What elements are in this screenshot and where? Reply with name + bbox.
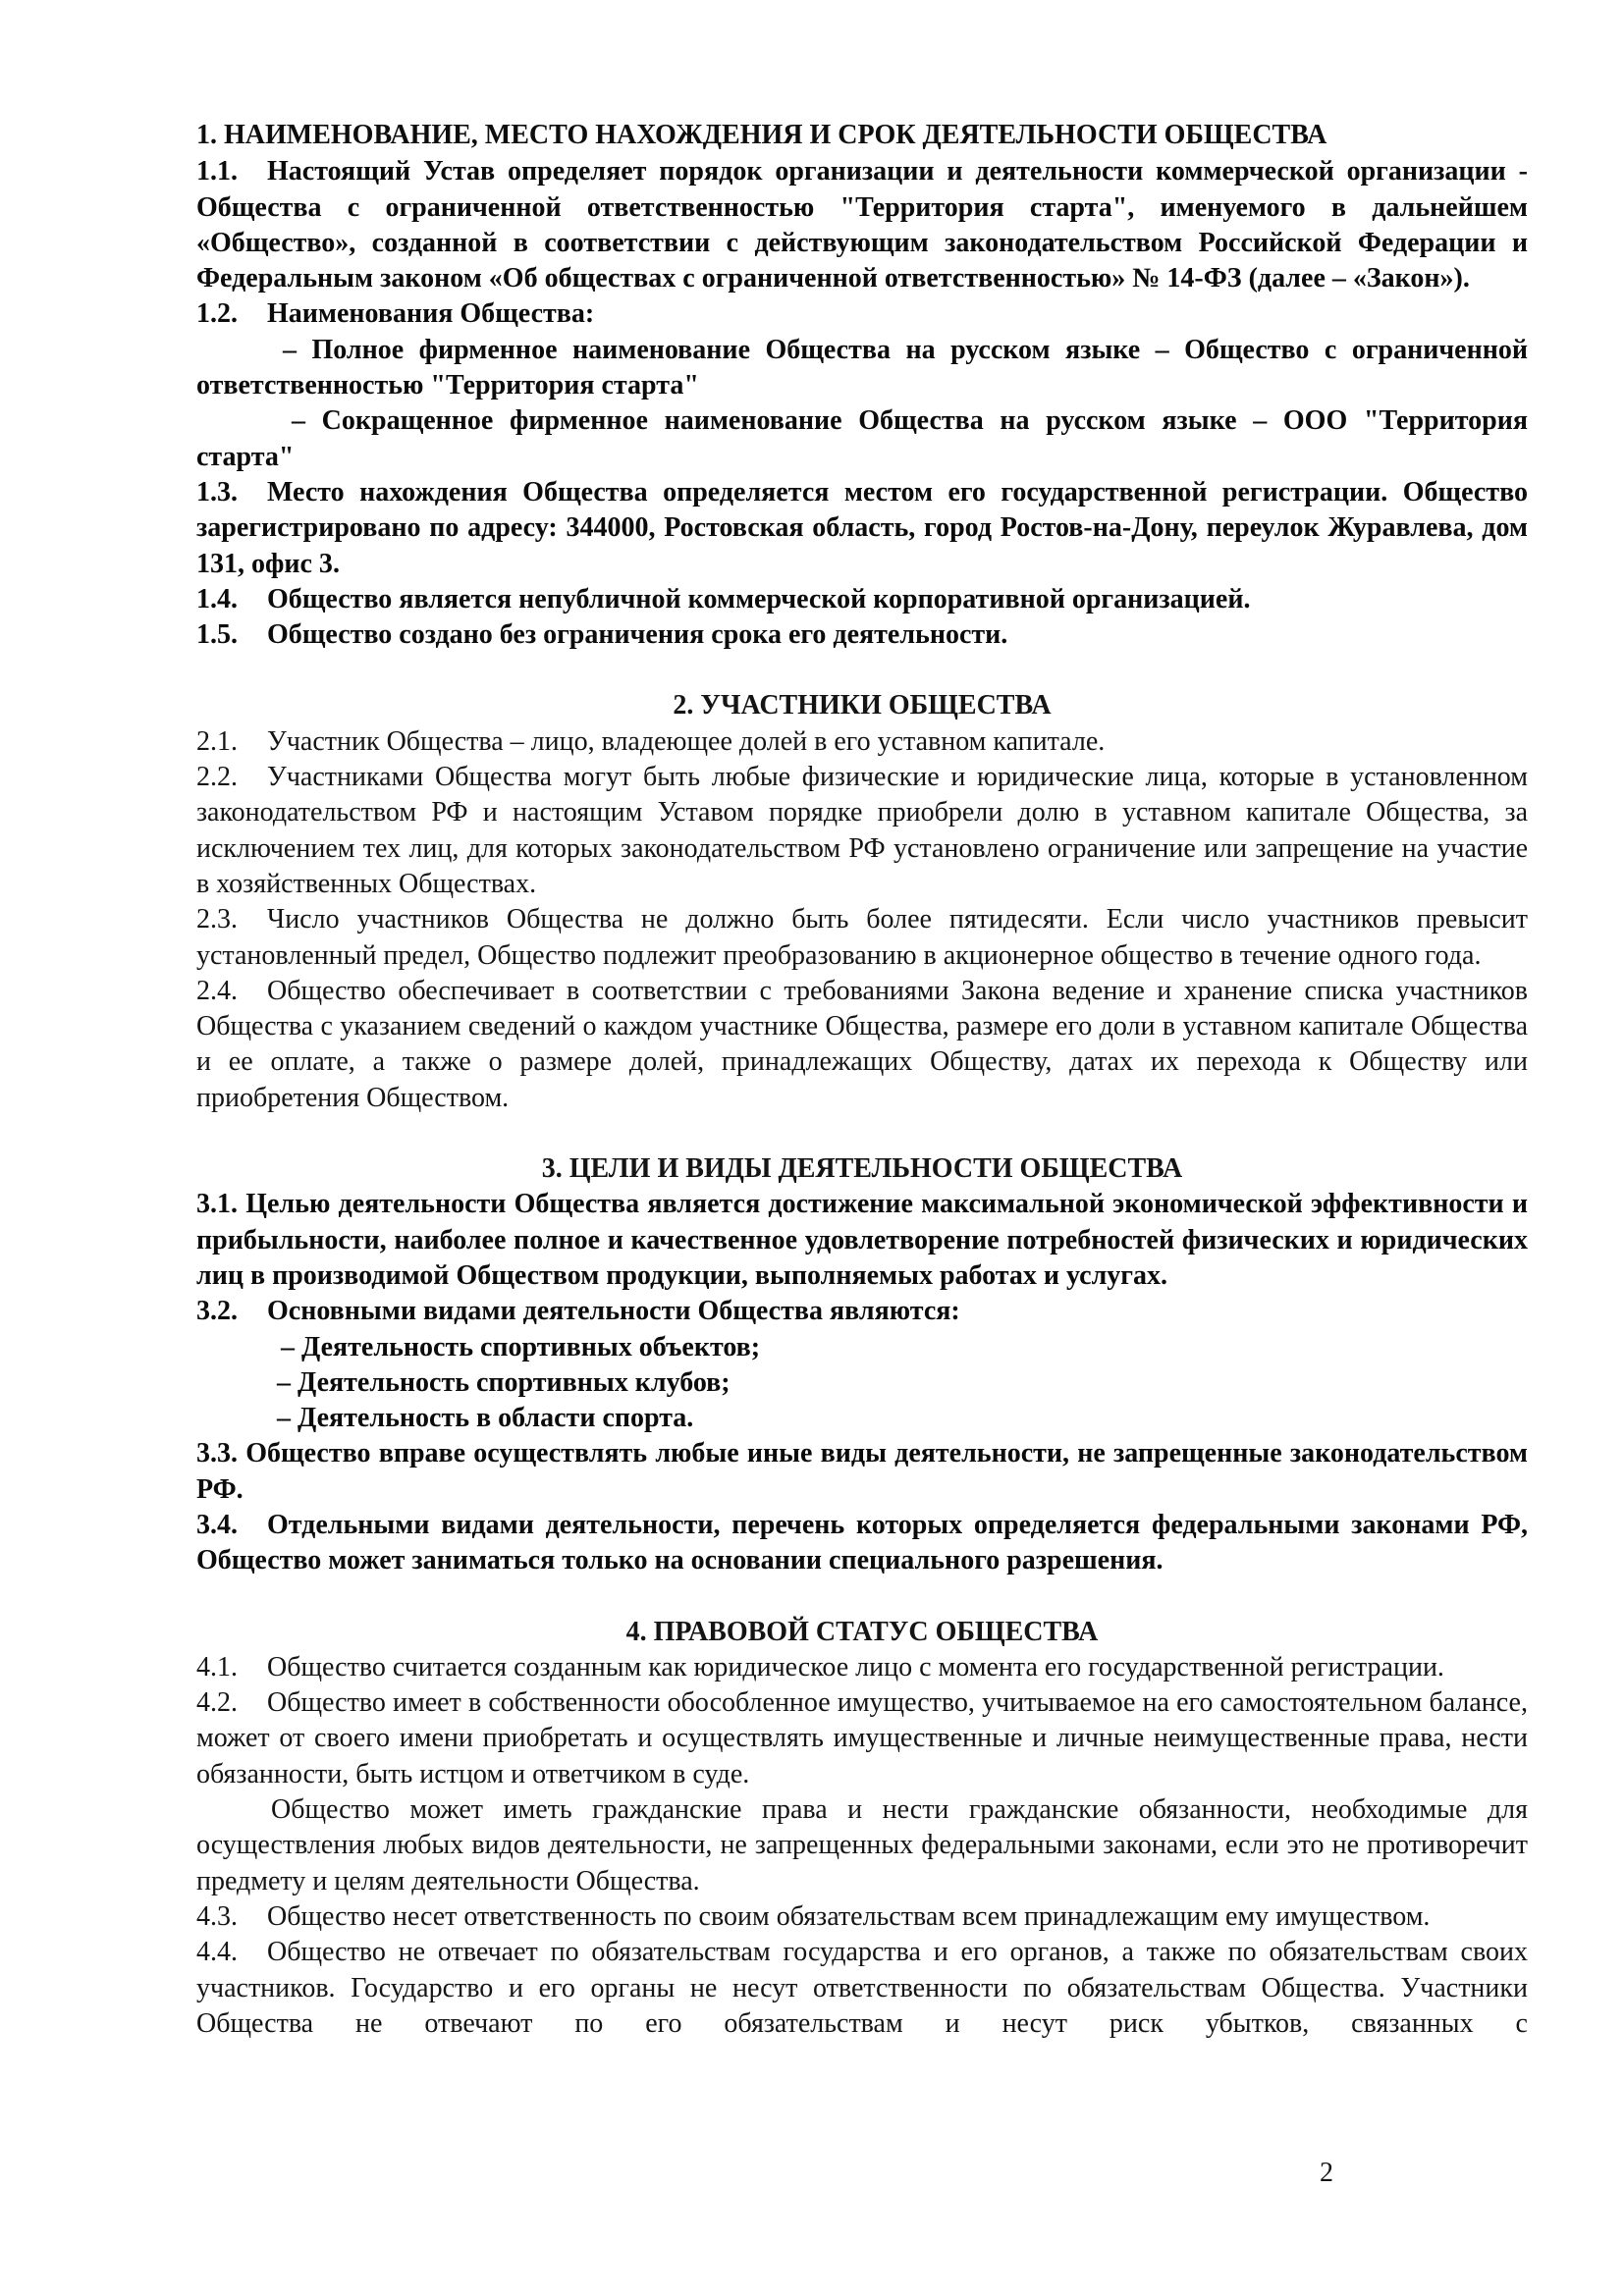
activity-item: – Деятельность в области спорта. <box>277 1403 694 1434</box>
paragraph-3-1: 3.1. Целью деятельности Общества является достижение максимальной экономической эффективности и прибыльности, наиболее полное и качественное удовлетворение потребностей физических и юридических лиц в производимой Обществом продукции, выполняемых работах и услугах. <box>196 1189 1528 1291</box>
activity-item: – Деятельность спортивных объектов; <box>281 1331 761 1362</box>
clause-text: Место нахождения Общества определяется местом его государственной регистрации. Общество зарегистрировано по адресу: <box>196 476 1528 544</box>
address: 344000, Ростовская область, город Ростов-на-Дону, переулок Журавлева, дом 131, офис 3 <box>196 512 1528 579</box>
clause-text: Настоящий Устав определяет порядок организации и деятельности коммерческой организации - Общества с ограниченной ответственностью "Территория старта", именуемого в дальнейшем «Общество», созданной в соответствии с действующим законодательством Российской Федерации и Федеральным законом «Об обществах с ограниченной ответственностью» № 14-ФЗ (далее – «Закон»). <box>196 156 1528 294</box>
clause-text: Участниками Общества могут быть любые физические и юридические лица, которые в установленном законодательством РФ и настоящим Уставом порядке приобрели долю в уставном капитале Общества, за исключением тех лиц, для которых законодательством РФ установлено ограничение или запрещение на участие в хозяйственных Обществах. <box>196 762 1528 899</box>
clause-text: Общество создано без ограничения срока его деятельности. <box>267 619 1008 651</box>
clause-text: Наименования Общества: <box>267 298 595 330</box>
paragraph-2-1 <box>196 724 1528 760</box>
clause-number: 1.4. <box>196 583 238 614</box>
section-2-title: 2. УЧАСТНИКИ ОБЩЕСТВА <box>673 690 1052 721</box>
paragraph-4-2 <box>196 1685 1528 1792</box>
section-3-title: 3. ЦЕЛИ И ВИДЫ ДЕЯТЕЛЬНОСТИ ОБЩЕСТВА <box>541 1153 1183 1185</box>
clause-number: 4.4. <box>196 1937 238 1968</box>
paragraph-1-3 <box>196 475 1528 582</box>
paragraph-4-1 <box>196 1650 1528 1685</box>
clause-number: 1.3. <box>196 476 238 507</box>
full-name-item: – Полное фирменное наименование Общества на русском языке – Общество с ограниченной ответственностью "Территория старта" <box>196 334 1528 401</box>
clause-number: 1.2. <box>196 298 238 330</box>
clause-number: 1.1. <box>196 156 238 187</box>
clause-number: 4.2. <box>196 1687 238 1719</box>
paragraph-4-3 <box>196 1899 1528 1935</box>
page-number: 2 <box>1320 2158 1333 2188</box>
paragraph-2-2 <box>196 760 1528 902</box>
paragraph-2-3 <box>196 902 1528 974</box>
short-name-item: – Сокращенное фирменное наименование Общества на русском языке – ООО "Территория старта" <box>196 405 1528 472</box>
clause-text: Общество имеет в собственности обособленное имущество, учитываемое на его самостоятельном балансе, может от своего имени приобретать и осуществлять имущественные и личные неимущественные права, нести обязанности, быть истцом и ответчиком в суде. <box>196 1687 1528 1789</box>
paragraph-1-5 <box>196 617 1528 653</box>
clause-number: 2.1. <box>196 725 238 757</box>
clause-number: 3.2. <box>196 1296 238 1327</box>
paragraph-3-2 <box>196 1294 1528 1329</box>
clause-end: . <box>332 548 340 579</box>
clause-text: Общество является непубличной коммерческой корпоративной организацией. <box>267 583 1251 614</box>
clause-text: Общество не отвечает по обязательствам государства и его органов, а также по обязательствам своих участников. Государство и его органы не несут ответственности по обязательствам Общества. Участники Общества не отвечают по его обязательствам и несут риск убытков, связанных с <box>196 1937 1528 2039</box>
activity-item: – Деятельность спортивных клубов; <box>277 1366 731 1398</box>
paragraph-4-4 <box>196 1935 1528 2042</box>
clause-text: Основными видами деятельности Общества являются: <box>267 1296 960 1327</box>
clause-text: Общество обеспечивает в соответствии с требованиями Закона ведение и хранение списка участников Общества с указанием сведений о каждом участнике Общества, размере его доли в уставном капитале Общества и ее оплате, а также о размере долей, принадлежащих Обществу, датах их перехода к Обществу или приобретения Обществом. <box>196 975 1528 1113</box>
clause-number: 4.1. <box>196 1651 238 1682</box>
clause-text: Участник Общества – лицо, владеющее долей в его уставном капитале. <box>267 725 1106 757</box>
paragraph-4-2-continued: Общество может иметь гражданские права и нести гражданские обязанности, необходимые для осуществления любых видов деятельности, не запрещенных федеральными законами, если это не противоречит предмету и целям деятельности Общества. <box>196 1794 1528 1896</box>
clause-text: Общество несет ответственность по своим обязательствам всем принадлежащим ему имуществом. <box>267 1900 1431 1932</box>
section-1-title: 1. НАИМЕНОВАНИЕ, МЕСТО НАХОЖДЕНИЯ И СРОК ДЕЯТЕЛЬНОСТИ ОБЩЕСТВА <box>196 120 1327 150</box>
section-4-title: 4. ПРАВОВОЙ СТАТУС ОБЩЕСТВА <box>625 1616 1099 1647</box>
clause-text: Число участников Общества не должно быть более пятидесяти. Если число участников превысит установленный предел, Общество подлежит преобразованию в акционерное общество в течение одного года. <box>196 904 1528 971</box>
clause-number: 2.2. <box>196 762 238 793</box>
clause-text: Общество считается созданным как юридическое лицо с момента его государственной регистрации. <box>267 1651 1444 1682</box>
paragraph-2-4 <box>196 974 1528 1116</box>
paragraph-1-1 <box>196 154 1528 296</box>
paragraph-3-4 <box>196 1508 1528 1579</box>
clause-number: 3.4. <box>196 1509 238 1540</box>
paragraph-3-3: 3.3. Общество вправе осуществлять любые иные виды деятельности, не запрещенные законодательством РФ. <box>196 1438 1528 1505</box>
clause-number: 2.4. <box>196 975 238 1006</box>
clause-text: Отдельными видами деятельности, перечень которых определяется федеральными законами РФ, Общество может заниматься только на основании специального разрешения. <box>196 1509 1528 1576</box>
paragraph-1-4 <box>196 582 1528 617</box>
paragraph-1-2 <box>196 296 1528 332</box>
document-page <box>196 118 1528 2042</box>
clause-number: 2.3. <box>196 904 238 935</box>
clause-number: 4.3. <box>196 1900 238 1932</box>
clause-number: 1.5. <box>196 619 238 651</box>
